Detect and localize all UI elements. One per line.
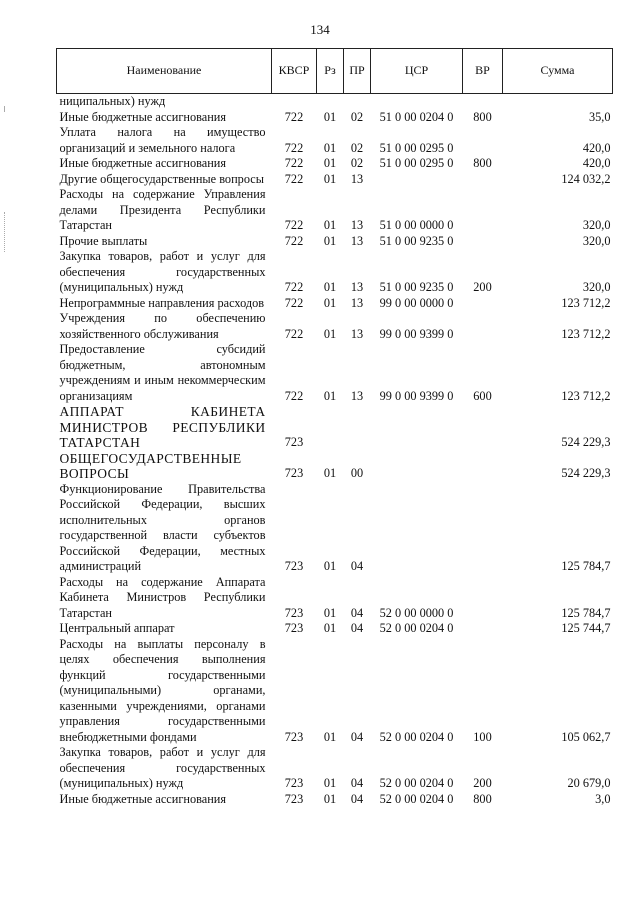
cell-rz: 01: [323, 156, 337, 170]
cell-kvsr: 722: [284, 388, 304, 403]
cell-pr: 13: [350, 280, 364, 294]
cell-rz: [317, 404, 344, 451]
table-row: [57, 637, 613, 746]
budget-table: [56, 48, 613, 807]
table-row: [57, 249, 613, 296]
cell-rz: 01: [323, 729, 337, 744]
cell-sum: 320,0: [582, 280, 611, 294]
cell-csr: [371, 404, 463, 451]
cell-pr: 00: [350, 466, 364, 480]
cell-rz: 01: [323, 791, 337, 806]
cell-pr: 04: [350, 729, 364, 744]
table-row: [57, 296, 613, 312]
header-vr: ВР: [463, 49, 503, 94]
cell-pr: 04: [350, 605, 364, 620]
cell-name: Расходы на выплаты персоналу в целях обеспечения выполнения функций государственными (муниципальными) органами, казенными учреждениями, органами управления государственными внебюджетными фондами: [59, 636, 266, 744]
cell-kvsr: 723: [284, 729, 304, 744]
cell-vr: 200: [473, 280, 492, 294]
cell-sum: 524 229,3: [561, 435, 611, 449]
cell-kvsr: [272, 94, 317, 110]
cell-pr: [344, 404, 371, 451]
cell-name: Иные бюджетные ассигнования: [59, 109, 227, 124]
cell-csr: [371, 482, 463, 575]
table-row: [57, 451, 613, 482]
cell-sum: 3,0: [595, 791, 611, 806]
cell-pr: 13: [350, 295, 364, 310]
cell-pr: 02: [350, 109, 364, 124]
cell-vr: 800: [473, 156, 492, 170]
cell-kvsr: 723: [284, 621, 304, 635]
cell-vr: [463, 451, 503, 482]
cell-kvsr: 722: [284, 140, 304, 155]
cell-csr: 52 0 00 0000 0: [379, 605, 454, 620]
table-body: [57, 94, 613, 808]
cell-pr: 13: [350, 388, 364, 403]
table-row: [57, 404, 613, 451]
table-row: [57, 234, 613, 250]
table-header: [57, 49, 613, 94]
cell-kvsr: 722: [284, 171, 304, 186]
cell-rz: 01: [323, 621, 337, 635]
cell-name: Закупка товаров, работ и услуг для обеспечения государственных (муниципальных) нужд: [59, 249, 266, 294]
cell-sum: 420,0: [582, 140, 611, 155]
header-kvsr: КВСР: [272, 49, 317, 94]
cell-kvsr: 723: [284, 776, 304, 790]
cell-name: Предоставление субсидий бюджетным, автономным учреждениям и иным некоммерческим организациям: [59, 342, 266, 403]
cell-sum: 123 712,2: [561, 388, 611, 403]
table-row: [57, 621, 613, 637]
cell-sum: 320,0: [582, 233, 611, 248]
cell-pr: 02: [350, 140, 364, 155]
cell-vr: [463, 404, 503, 451]
cell-rz: 01: [323, 559, 337, 573]
table-row: [57, 94, 613, 110]
cell-pr: 04: [350, 791, 364, 806]
cell-pr: 13: [350, 171, 364, 186]
table-row: [57, 342, 613, 404]
cell-pr: 04: [350, 621, 364, 635]
header-pr: ПР: [344, 49, 371, 94]
table-row: [57, 482, 613, 575]
cell-csr: 52 0 00 0204 0: [379, 791, 454, 806]
cell-csr: 52 0 00 0204 0: [379, 776, 454, 790]
cell-pr: 13: [350, 233, 364, 248]
table-row: [57, 745, 613, 792]
cell-vr: 100: [473, 729, 492, 744]
cell-name: АППАРАТ КАБИНЕТА МИНИСТРОВ РЕСПУБЛИКИ ТАТАРСТАН: [59, 404, 266, 450]
cell-pr: 02: [350, 156, 364, 170]
margin-mark: [4, 106, 13, 112]
cell-sum: [503, 94, 613, 110]
margin-mark: [4, 212, 13, 252]
cell-csr: 51 0 00 0204 0: [379, 109, 454, 124]
cell-pr: 04: [350, 776, 364, 790]
cell-csr: 51 0 00 9235 0: [379, 280, 454, 294]
table-row: [57, 125, 613, 156]
cell-sum: 125 784,7: [561, 559, 611, 573]
cell-name: Расходы на содержание Аппарата Кабинета Министров Республики Татарстан: [59, 574, 266, 620]
cell-csr: 51 0 00 0295 0: [379, 140, 454, 155]
cell-csr: 51 0 00 0295 0: [379, 156, 454, 170]
table-row: [57, 187, 613, 234]
cell-sum: 105 062,7: [561, 729, 611, 744]
cell-kvsr: 722: [284, 109, 304, 124]
cell-vr: [463, 94, 503, 110]
cell-name: Учреждения по обеспечению хозяйственного обслуживания: [59, 311, 266, 341]
cell-pr: 13: [350, 326, 364, 341]
cell-kvsr: 722: [284, 326, 304, 341]
cell-vr: 800: [473, 791, 492, 806]
cell-vr: 800: [473, 109, 492, 124]
cell-csr: 52 0 00 0204 0: [379, 621, 454, 635]
cell-rz: 01: [323, 171, 337, 186]
cell-rz: 01: [323, 140, 337, 155]
cell-rz: 01: [323, 218, 337, 232]
cell-name: Центральный аппарат: [59, 621, 175, 635]
cell-csr: 99 0 00 9399 0: [379, 326, 454, 341]
cell-vr: [463, 234, 503, 250]
cell-csr: [371, 94, 463, 110]
cell-kvsr: 723: [284, 791, 304, 806]
cell-sum: 20 679,0: [567, 776, 611, 790]
cell-rz: 01: [323, 388, 337, 403]
cell-name: Иные бюджетные ассигнования: [59, 791, 227, 806]
table-row: [57, 792, 613, 808]
cell-sum: 125 744,7: [561, 621, 611, 635]
cell-vr: [463, 482, 503, 575]
cell-name: Прочие выплаты: [59, 233, 148, 248]
cell-name: Закупка товаров, работ и услуг для обеспечения государственных (муниципальных) нужд: [59, 745, 266, 790]
cell-csr: 99 0 00 0000 0: [379, 295, 454, 310]
cell-csr: [371, 172, 463, 188]
cell-rz: 01: [323, 326, 337, 341]
cell-vr: [463, 187, 503, 234]
table-row: [57, 110, 613, 126]
cell-vr: 200: [473, 776, 492, 790]
cell-sum: 125 784,7: [561, 605, 611, 620]
cell-pr: 04: [350, 559, 364, 573]
cell-sum: 124 032,2: [561, 171, 611, 186]
cell-name: ниципальных) нужд: [59, 94, 166, 108]
cell-csr: 51 0 00 0000 0: [379, 218, 454, 232]
cell-rz: 01: [323, 295, 337, 310]
cell-rz: [317, 94, 344, 110]
table-row: [57, 156, 613, 172]
cell-name: Другие общегосударственные вопросы: [59, 171, 264, 186]
cell-kvsr: 722: [284, 156, 304, 170]
cell-name: Уплата налога на имущество организаций и земельного налога: [59, 125, 266, 155]
cell-kvsr: 722: [284, 233, 304, 248]
cell-pr: [344, 94, 371, 110]
cell-name: Функционирование Правительства Российской Федерации, высших исполнительных органов государственной власти субъектов Российской Федерации, местных администраций: [59, 481, 266, 573]
cell-vr: [463, 621, 503, 637]
cell-name: ОБЩЕГОСУДАРСТВЕННЫЕ ВОПРОСЫ: [59, 450, 242, 481]
cell-rz: 01: [323, 776, 337, 790]
header-name: Наименование: [57, 49, 272, 94]
cell-name: Иные бюджетные ассигнования: [59, 156, 227, 170]
cell-rz: 01: [323, 466, 337, 480]
cell-kvsr: 723: [284, 605, 304, 620]
cell-sum: 320,0: [582, 218, 611, 232]
page-number: 134: [310, 22, 330, 37]
cell-csr: 99 0 00 9399 0: [379, 388, 454, 403]
cell-rz: 01: [323, 280, 337, 294]
cell-vr: [463, 575, 503, 622]
cell-sum: 420,0: [582, 156, 611, 170]
cell-vr: 600: [473, 388, 492, 403]
table-row: [57, 575, 613, 622]
cell-csr: [371, 451, 463, 482]
cell-rz: 01: [323, 233, 337, 248]
cell-name: Непрограммные направления расходов: [59, 295, 265, 310]
cell-kvsr: 723: [284, 559, 304, 573]
cell-kvsr: 722: [284, 218, 304, 232]
cell-vr: [463, 172, 503, 188]
cell-pr: 13: [350, 218, 364, 232]
cell-name: Расходы на содержание Управления делами Президента Республики Татарстан: [59, 187, 266, 232]
cell-csr: 51 0 00 9235 0: [379, 233, 454, 248]
cell-vr: [463, 296, 503, 312]
cell-sum: 123 712,2: [561, 326, 611, 341]
cell-sum: 123 712,2: [561, 295, 611, 310]
cell-kvsr: 722: [284, 280, 304, 294]
cell-kvsr: 723: [284, 435, 304, 449]
cell-rz: 01: [323, 109, 337, 124]
header-csr: ЦСР: [371, 49, 463, 94]
cell-kvsr: 722: [284, 295, 304, 310]
header-rz: Рз: [317, 49, 344, 94]
cell-sum: 524 229,3: [561, 466, 611, 480]
cell-vr: [463, 125, 503, 156]
cell-vr: [463, 311, 503, 342]
cell-csr: 52 0 00 0204 0: [379, 729, 454, 744]
table-row: [57, 311, 613, 342]
header-sum: Сумма: [503, 49, 613, 94]
cell-sum: 35,0: [588, 109, 611, 124]
cell-rz: 01: [323, 605, 337, 620]
table-row: [57, 172, 613, 188]
cell-kvsr: 723: [284, 466, 304, 480]
